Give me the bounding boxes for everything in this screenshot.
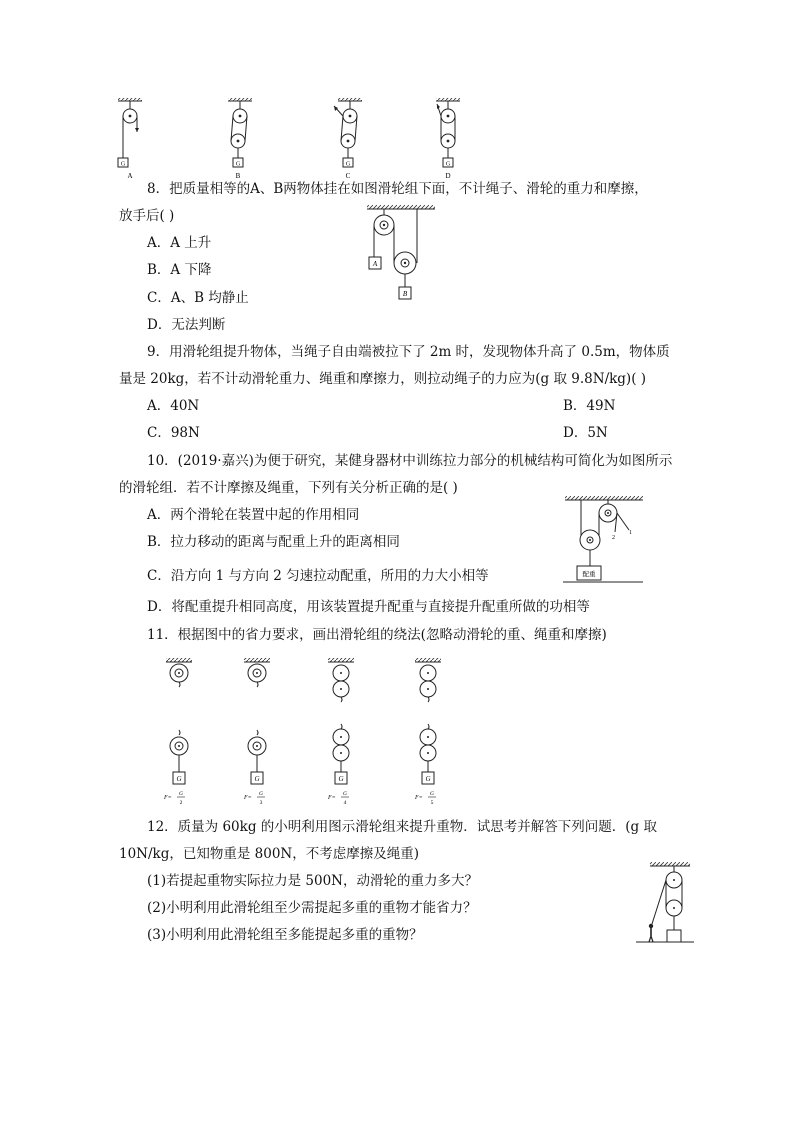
q12-part-3: (3)小明利用此滑轮组至多能提起多重的重物？ [147, 927, 423, 943]
q9-stem-line1: 9．用滑轮组提升物体，当绳子自由端被拉下了 2m 时，发现物体升高了 0.5m，物体质 [147, 344, 670, 360]
q11-figure-4 [414, 658, 441, 806]
q10-option-b: B．拉力移动的距离与配重上升的距离相同 [147, 534, 400, 550]
figure-c [334, 98, 362, 180]
figure-a [118, 98, 142, 180]
q11-figure-3-caption-num: G [343, 791, 347, 797]
q12-stem-line2: 10N/kg，已知物重是 800N，不考虑摩擦及绳重) [119, 846, 419, 862]
q9-option-c: C．98N [147, 425, 200, 441]
q11-figure-2-box-label: G [254, 775, 260, 783]
q11-figure-3 [327, 658, 354, 806]
q12-part-2: (2)小明利用此滑轮组至少需提起多重的重物才能省力？ [147, 900, 477, 916]
q11-stem: 11．根据图中的省力要求，画出滑轮组的绕法(忽略动滑轮的重、绳重和摩擦) [147, 627, 607, 643]
q11-figure-2-caption-den: 3 [259, 800, 263, 806]
q12-stem-line1: 12．质量为 60kg 的小明利用图示滑轮组来提升重物．试思考并解答下列问题．(g 取 [147, 819, 657, 835]
q12-figure [636, 862, 696, 946]
q8-stem-line1: 8．把质量相等的A、B两物体挂在如图滑轮组下面，不计绳子、滑轮的重力和摩擦， [147, 181, 648, 197]
q11-figure-3-caption-den: 4 [343, 800, 347, 806]
q11-figure-1-caption-den: 2 [179, 800, 183, 806]
q8-figure-label-b: B [402, 290, 408, 298]
top-pulley-figures [110, 96, 470, 180]
q11-figure-4-caption-den: 5 [430, 800, 434, 806]
q11-figure-2-force-prefix: F= [244, 795, 252, 801]
figure-d-label: D [445, 172, 451, 180]
q8-figure [365, 205, 437, 303]
q10-option-a: A．两个滑轮在装置中起的作用相同 [147, 507, 360, 523]
q10-stem-line1: 10．(2019·嘉兴)为便于研究，某健身器材中训练拉力部分的机械结构可简化为如图所示 [147, 453, 673, 469]
q8-figure-label-a: A [372, 260, 378, 268]
q11-figure-4-caption-num: G [430, 791, 434, 797]
figure-c-box-label: G [345, 161, 351, 168]
q12-part-1: (1)若提起重物实际拉力是 500N，动滑轮的重力多大？ [147, 873, 478, 889]
q11-figure-4-box-label: G [425, 775, 431, 783]
q11-figure-1-box-label: G [176, 775, 182, 783]
q10-figure [563, 496, 645, 586]
q10-option-d: D．将配重提升相同高度，用该装置提升配重与直接提升配重所做的功相等 [147, 599, 590, 615]
q11-figures [160, 656, 460, 808]
figure-a-box-label: G [120, 161, 126, 168]
q8-stem-line2: 放手后( ) [119, 208, 175, 224]
q8-option-d: D．无法判断 [147, 317, 226, 333]
q9-option-b: B．49N [563, 398, 616, 414]
figure-d [436, 98, 460, 180]
figure-d-box-label: G [445, 161, 451, 168]
q11-figure-4-force-prefix: F= [415, 795, 423, 801]
q10-stem-line2: 的滑轮组．若不计摩擦及绳重，下列有关分析正确的是( ) [119, 480, 458, 496]
figure-a-label: A [127, 172, 133, 180]
q10-figure-weight: 配重 [582, 571, 596, 578]
q9-option-d: D．5N [563, 425, 608, 441]
figure-b [228, 98, 252, 180]
q8-option-c: C．A、B 均静止 [147, 290, 249, 306]
q11-figure-3-force-prefix: F= [328, 795, 336, 801]
q8-option-a: A．A 上升 [147, 235, 212, 251]
figure-c-label: C [345, 172, 351, 180]
q11-figure-1 [163, 658, 192, 806]
q11-figure-3-box-label: G [338, 775, 344, 783]
q9-stem-line2: 量是 20kg，若不计动滑轮重力、绳重和摩擦力，则拉动绳子的力应为(g 取 9.8N/kg)( ) [119, 371, 647, 387]
figure-b-label: B [235, 172, 241, 180]
q10-figure-dir2: 2 [612, 535, 615, 541]
q8-option-b: B．A 下降 [147, 262, 212, 278]
q10-figure-dir1: 1 [629, 530, 632, 536]
q11-figure-1-caption-num: G [179, 791, 183, 797]
q11-figure-2-caption-num: G [259, 791, 263, 797]
q9-option-a: A．40N [147, 398, 200, 414]
figure-b-box-label: G [235, 161, 241, 168]
q11-figure-1-force-prefix: F= [164, 795, 172, 801]
q10-option-c: C．沿方向 1 与方向 2 匀速拉动配重，所用的力大小相等 [147, 568, 489, 584]
q11-figure-2 [243, 658, 270, 806]
